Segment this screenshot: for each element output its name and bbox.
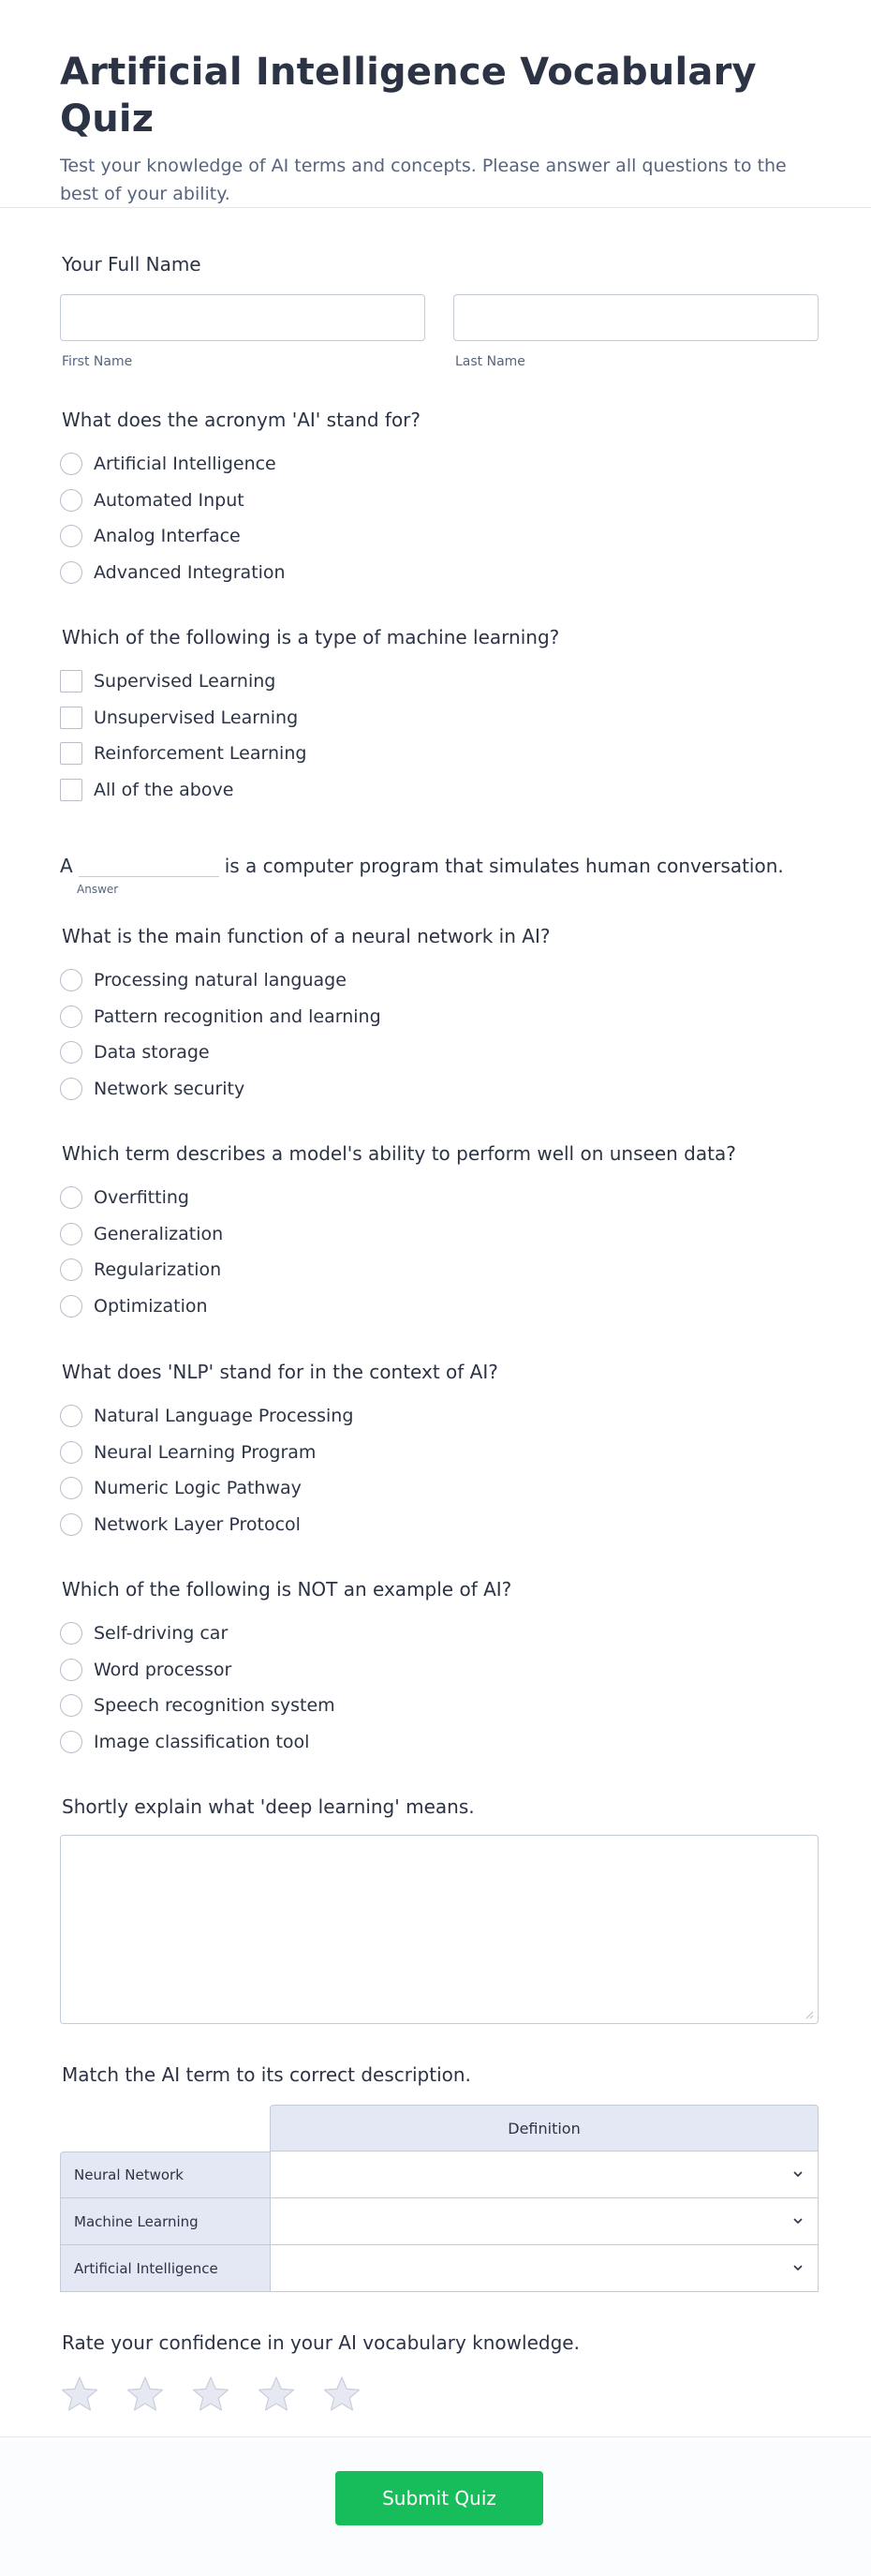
matrix-table: [60, 2105, 819, 2292]
fill-blank-input[interactable]: [79, 851, 219, 877]
fill-blank-question: [60, 851, 828, 896]
option-row[interactable]: [60, 1616, 819, 1652]
option-row[interactable]: [60, 1180, 819, 1216]
question-label: What does the acronym 'AI' stand for?: [62, 409, 421, 431]
radio-button[interactable]: [60, 1731, 82, 1753]
radio-button[interactable]: [60, 1078, 82, 1100]
option-row[interactable]: [60, 1216, 819, 1253]
question-label: Rate your confidence in your AI vocabulary knowledge.: [62, 2331, 580, 2354]
option-label: Artificial Intelligence: [94, 454, 276, 475]
radio-button[interactable]: [60, 1223, 82, 1245]
fill-prefix: A: [60, 855, 73, 877]
chevron-down-icon: [791, 2167, 805, 2181]
radio-button[interactable]: [60, 1622, 82, 1645]
matrix-row-label: Artificial Intelligence: [60, 2245, 270, 2292]
star-icon[interactable]: [322, 2375, 362, 2414]
question-nlp: [60, 1359, 819, 1542]
matrix-dropdown[interactable]: [270, 2245, 819, 2292]
star-rating: [60, 2375, 819, 2414]
deep-learning-textarea[interactable]: [60, 1835, 819, 2024]
option-row[interactable]: [60, 663, 819, 700]
full-name-question: [60, 251, 819, 369]
submit-button[interactable]: Submit Quiz: [335, 2471, 543, 2525]
option-row[interactable]: [60, 1507, 819, 1543]
radio-button[interactable]: [60, 1041, 82, 1064]
option-label: Optimization: [94, 1295, 208, 1317]
option-label: Supervised Learning: [94, 671, 276, 692]
option-label: Word processor: [94, 1659, 232, 1680]
option-label: Automated Input: [94, 489, 244, 511]
radio-button[interactable]: [60, 1477, 82, 1499]
option-label: Self-driving car: [94, 1623, 229, 1645]
checkbox[interactable]: [60, 742, 82, 765]
matrix-dropdown[interactable]: [270, 2152, 819, 2198]
question-neural-network: [60, 923, 819, 1107]
question-not-ai: [60, 1576, 819, 1760]
option-label: All of the above: [94, 779, 234, 800]
question-label: Which of the following is a type of machine learning?: [62, 626, 560, 648]
option-label: Unsupervised Learning: [94, 707, 299, 728]
option-row[interactable]: [60, 518, 819, 555]
deep-learning-question: [60, 1794, 819, 2024]
option-label: Regularization: [94, 1259, 222, 1281]
option-label: Analog Interface: [94, 526, 241, 547]
option-row[interactable]: [60, 1398, 819, 1435]
radio-button[interactable]: [60, 1513, 82, 1536]
radio-button[interactable]: [60, 453, 82, 475]
option-row[interactable]: [60, 1724, 819, 1761]
radio-button[interactable]: [60, 1441, 82, 1464]
form-title: Artificial Intelligence Vocabulary Quiz: [60, 51, 757, 141]
confidence-rating-question: [60, 2330, 819, 2414]
form-subtitle: Test your knowledge of AI terms and concepts. Please answer all questions to the best of your ability.: [60, 156, 787, 204]
matrix-corner: [60, 2105, 270, 2152]
option-row[interactable]: [60, 1071, 819, 1108]
option-label: Network security: [94, 1078, 245, 1099]
first-name-sublabel: First Name: [62, 354, 133, 369]
option-row[interactable]: [60, 1652, 819, 1689]
question-label: Which term describes a model's ability to perform well on unseen data?: [62, 1142, 736, 1165]
question-label: Which of the following is NOT an example of AI?: [62, 1578, 512, 1601]
question-label: What is the main function of a neural network in AI?: [62, 925, 551, 947]
option-row[interactable]: [60, 1288, 819, 1325]
radio-button[interactable]: [60, 489, 82, 512]
radio-button[interactable]: [60, 1295, 82, 1318]
option-row[interactable]: [60, 446, 819, 483]
option-label: Advanced Integration: [94, 561, 286, 583]
option-row[interactable]: [60, 1252, 819, 1288]
radio-button[interactable]: [60, 561, 82, 584]
option-label: Data storage: [94, 1042, 210, 1064]
option-label: Pattern recognition and learning: [94, 1005, 381, 1027]
matrix-question: [60, 2062, 819, 2292]
star-icon[interactable]: [257, 2375, 296, 2414]
radio-button[interactable]: [60, 969, 82, 991]
last-name-sublabel: Last Name: [455, 354, 525, 369]
star-icon[interactable]: [60, 2375, 99, 2414]
radio-button[interactable]: [60, 1258, 82, 1281]
question-ai-acronym: [60, 407, 819, 590]
option-label: Generalization: [94, 1223, 224, 1244]
question-label: Your Full Name: [62, 253, 201, 275]
option-row[interactable]: [60, 1470, 819, 1507]
option-label: Natural Language Processing: [94, 1406, 354, 1427]
question-label: Match the AI term to its correct description.: [62, 2063, 471, 2086]
option-label: Reinforcement Learning: [94, 743, 307, 765]
checkbox[interactable]: [60, 779, 82, 801]
radio-button[interactable]: [60, 1186, 82, 1209]
question-label: What does 'NLP' stand for in the context of AI?: [62, 1361, 498, 1383]
option-label: Numeric Logic Pathway: [94, 1478, 302, 1499]
star-icon[interactable]: [191, 2375, 230, 2414]
option-label: Image classification tool: [94, 1731, 310, 1752]
chevron-down-icon: [791, 2214, 805, 2227]
option-label: Processing natural language: [94, 970, 347, 991]
option-row[interactable]: [60, 1688, 819, 1724]
question-label: Shortly explain what 'deep learning' means.: [62, 1795, 475, 1818]
option-row[interactable]: [60, 555, 819, 591]
option-label: Network Layer Protocol: [94, 1513, 301, 1535]
option-row[interactable]: [60, 999, 819, 1035]
option-row[interactable]: [60, 1035, 819, 1071]
matrix-row-label: Neural Network: [60, 2152, 270, 2198]
checkbox[interactable]: [60, 670, 82, 692]
radio-button[interactable]: [60, 1005, 82, 1028]
option-row[interactable]: [60, 736, 819, 772]
matrix-column-header: Definition: [270, 2105, 819, 2152]
question-generalization: [60, 1140, 819, 1324]
last-name-input[interactable]: [453, 294, 819, 341]
option-row[interactable]: [60, 700, 819, 737]
form-footer: [0, 2436, 871, 2576]
chevron-down-icon: [791, 2261, 805, 2274]
radio-button[interactable]: [60, 1659, 82, 1681]
option-row[interactable]: [60, 483, 819, 519]
option-row[interactable]: [60, 1435, 819, 1471]
checkbox[interactable]: [60, 707, 82, 729]
fill-sublabel: Answer: [77, 883, 119, 896]
radio-button[interactable]: [60, 1405, 82, 1427]
form-header: [0, 0, 871, 208]
option-row[interactable]: [60, 772, 819, 809]
matrix-dropdown[interactable]: [270, 2198, 819, 2245]
first-name-input[interactable]: [60, 294, 425, 341]
option-label: Overfitting: [94, 1187, 189, 1209]
radio-button[interactable]: [60, 525, 82, 547]
radio-button[interactable]: [60, 1694, 82, 1717]
star-icon[interactable]: [125, 2375, 165, 2414]
question-ml-types: [60, 624, 819, 808]
option-label: Neural Learning Program: [94, 1441, 317, 1463]
option-row[interactable]: [60, 962, 819, 999]
resize-grip-icon[interactable]: [805, 2010, 814, 2019]
matrix-row-label: Machine Learning: [60, 2198, 270, 2245]
fill-suffix: is a computer program that simulates human conversation.: [224, 855, 784, 877]
option-label: Speech recognition system: [94, 1695, 335, 1717]
